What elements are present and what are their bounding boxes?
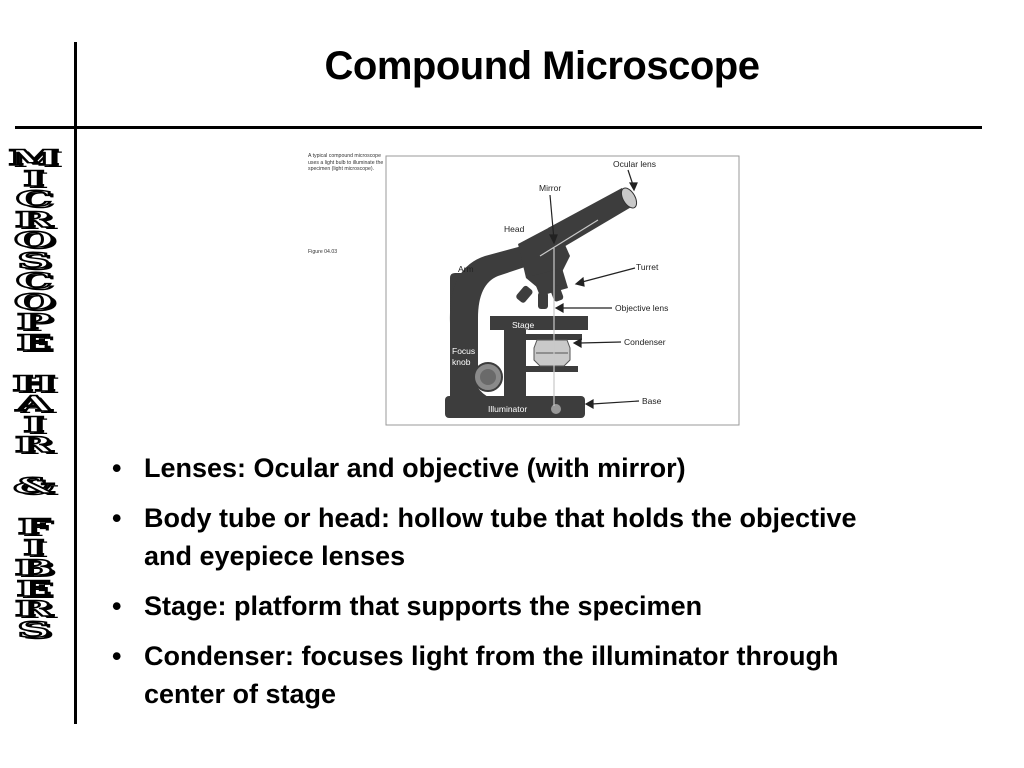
side-banner [4,145,64,642]
bullet-text: Body tube or head: hollow tube that holds the objective and eyepiece lenses [144,503,857,571]
bullet-item [112,449,912,487]
side-banner-letter: R [14,596,54,621]
label-mirror: Mirror [539,183,562,193]
side-banner-letter: I [23,165,45,191]
bullet-text: Condenser: focuses light from the illuminator through center of stage [144,641,839,709]
label-illuminator: Illuminator [488,404,528,414]
side-banner-letter: O [13,288,55,314]
label-head: Head [504,224,525,234]
side-banner-letter: R [14,206,54,232]
figure-frame [386,156,739,425]
bullet-text: Lenses: Ocular and objective (with mirror) [144,453,686,483]
label-focus: Focus [452,346,476,356]
label-objective-lens: Objective lens [615,303,669,313]
label-ocular-lens: Ocular lens [613,159,656,169]
side-banner-letter: C [15,268,53,293]
side-banner-letter: A [16,391,52,416]
side-banner-letter: R [14,432,54,457]
side-banner-letter: C [15,186,53,211]
side-banner-letter: O [13,227,55,252]
side-banner-letter: I [23,534,45,560]
side-banner-letter: E [16,329,52,355]
label-arm: Arm [458,264,474,274]
title-underline [15,126,982,129]
bullet-item [112,637,912,713]
label-turret: Turret [636,262,659,272]
bullet-item [112,587,912,625]
side-banner-letter: F [17,514,51,539]
side-banner-gap [0,497,100,518]
bullet-text: Stage: platform that supports the specimen [144,591,703,621]
bullet-list [112,449,912,725]
bullet-marker: • [112,453,122,483]
label-base: Base [642,396,662,406]
side-banner-letter: B [14,555,54,580]
side-banner-letter: M [8,145,60,170]
figure-number: Figure 04.03 [308,249,338,255]
side-banner-letter: E [16,575,52,601]
side-banner-letter: S [17,247,51,273]
microscope-figure [300,148,750,430]
objective-middle [538,292,548,309]
side-banner-letter: S [17,616,51,642]
illuminator-bulb [551,404,561,414]
label-knob: knob [452,357,471,367]
microscope-diagram [300,148,750,430]
side-banner-letter: H [12,370,56,396]
bullet-marker: • [112,641,122,671]
bullet-marker: • [112,591,122,621]
side-banner-letter: P [16,309,52,334]
condenser-holder-top [522,334,582,340]
bullet-marker: • [112,503,122,533]
condenser-holder-bottom [526,366,578,372]
slide-title: Compound Microscope [324,44,760,88]
bullet-item [112,499,912,575]
label-condenser: Condenser [624,337,666,347]
side-banner-letter: I [23,411,45,437]
stage-shape [490,316,588,330]
label-stage: Stage [512,320,535,330]
side-banner-letter: & [13,473,55,498]
figure-caption: A typical compound microscope uses a light bulb to illuminate the specimen (light microscope). [308,153,384,173]
